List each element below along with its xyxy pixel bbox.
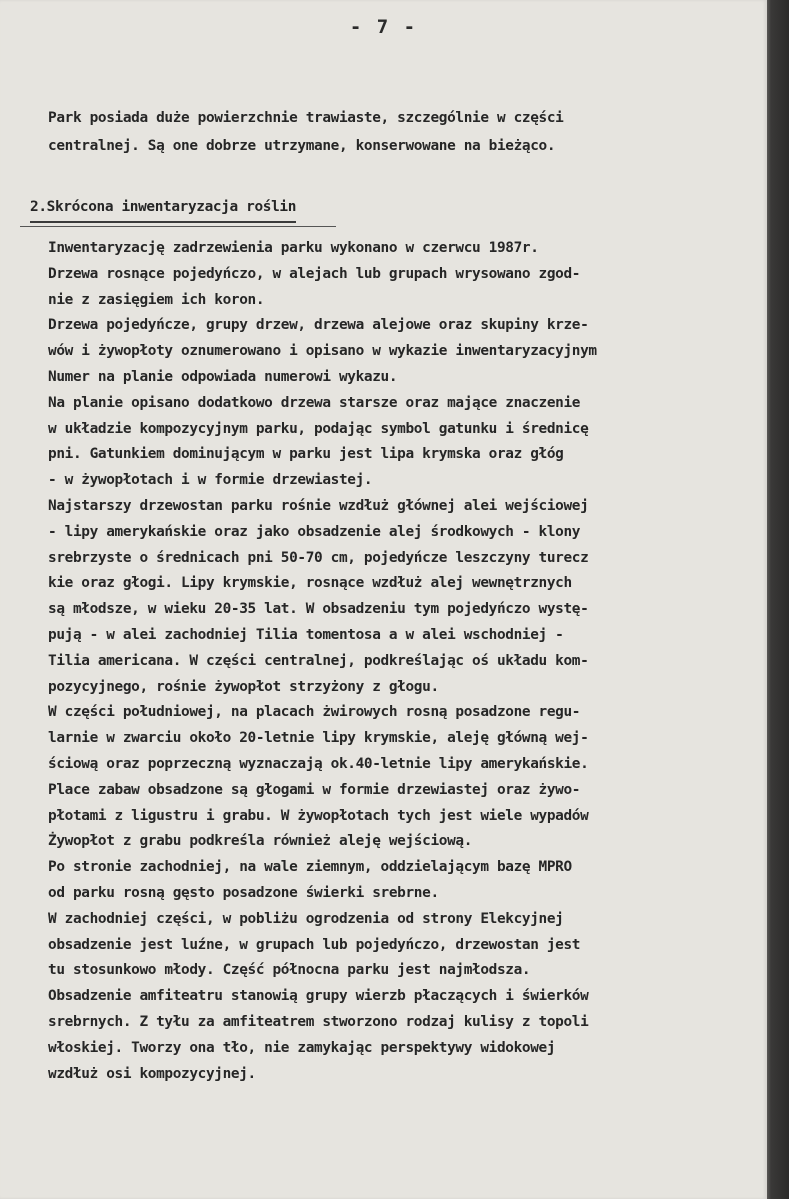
text-line: larnie w zwarciu około 20-letnie lipy krymskie, aleję główną wej- [48,730,589,747]
text-line: obsadzenie jest luźne, w grupach lub pojedyńczo, drzewostan jest [48,936,581,953]
text-line: są młodsze, w wieku 20-35 lat. W obsadzeniu tym pojedyńczo wystę- [48,601,589,618]
text-line: W części południowej, na placach żwirowych rosną posadzone regu- [48,704,581,721]
text-line: pozycyjnego, rośnie żywopłot strzyżony z głogu. [48,678,439,695]
text-line: Place zabaw obsadzone są głogami w formie drzewiastej oraz żywo- [48,781,581,798]
text-line: w układzie kompozycyjnym parku, podając symbol gatunku i średnicę [48,420,589,437]
text-line: srebrzyste o średnicach pni 50-70 cm, pojedyńcze leszczyny turecz [48,549,589,566]
text-line: nie z zasięgiem ich koron. [48,291,265,308]
text-line: Inwentaryzację zadrzewienia parku wykonano w czerwcu 1987r. [48,240,539,256]
text-line: wzdłuż osi kompozycyjnej. [48,1065,256,1082]
text-line: W zachodniej części, w pobliżu ogrodzenia od strony Elekcyjnej [48,910,564,927]
page-number: - 7 - [349,16,418,38]
text-line: płotami z ligustru i grabu. W żywopłotach tych jest wiele wypadów [48,807,589,824]
text-line: Najstarszy drzewostan parku rośnie wzdłuż głównej alei wejściowej [48,497,589,514]
text-line: włoskiej. Tworzy ona tło, nie zamykając perspektywy widokowej [48,1039,556,1056]
text-line: tu stosunkowo młody. Część północna parku jest najmłodsza. [48,962,531,979]
text-line: Żywopłot z grabu podkreśla również aleję wejściową. [48,833,473,850]
text-line: Po stronie zachodniej, na wale ziemnym, oddzielającym bazę MPRO [48,859,572,876]
text-line: wów i żywopłoty oznumerowano i opisano w wykazie inwentaryzacyjnym [48,343,597,360]
page-edge-shadow [767,0,789,1199]
text-line: ściową oraz poprzeczną wyznaczają ok.40-letnie lipy amerykańskie. [48,755,589,772]
text-line: pują - w alei zachodniej Tilia tomentosa a w alei wschodniej - [48,626,564,643]
intro-paragraph [48,104,563,160]
text-line: Obsadzenie amfiteatru stanowią grupy wierzb płaczących i świerków [48,988,589,1005]
text-line: - w żywopłotach i w formie drzewiastej. [48,472,373,489]
text-line: srebrnych. Z tyłu za amfiteatrem stworzono rodzaj kulisy z topoli [48,1013,589,1030]
text-line: - lipy amerykańskie oraz jako obsadzenie alej środkowych - klony [48,523,581,540]
text-line: Na planie opisano dodatkowo drzewa starsze oraz mające znaczenie [48,394,581,411]
text-line: Drzewa rosnące pojedyńczo, w alejach lub grupach wrysowano zgod- [48,265,581,282]
text-line: Drzewa pojedyńcze, grupy drzew, drzewa alejowe oraz skupiny krze- [48,317,589,334]
body-paragraph [48,236,597,1087]
text-line: kie oraz głogi. Lipy krymskie, rosnące wzdłuż alej wewnętrznych [48,575,572,592]
text-line: Numer na planie odpowiada numerowi wykazu. [48,368,398,385]
text-line: Tilia americana. W części centralnej, podkreślając oś układu kom- [48,652,589,669]
text-line: pni. Gatunkiem dominującym w parku jest lipa krymska oraz głóg [48,446,564,463]
text-line: centralnej. Są one dobrze utrzymane, konserwowane na bieżąco. [48,138,556,154]
text-line: od parku rosną gęsto posadzone świerki srebrne. [48,884,439,901]
section-heading: 2.Skrócona inwentaryzacja roślin [30,195,296,223]
text-line: Park posiada duże powierzchnie trawiaste, szczególnie w części [48,110,564,126]
